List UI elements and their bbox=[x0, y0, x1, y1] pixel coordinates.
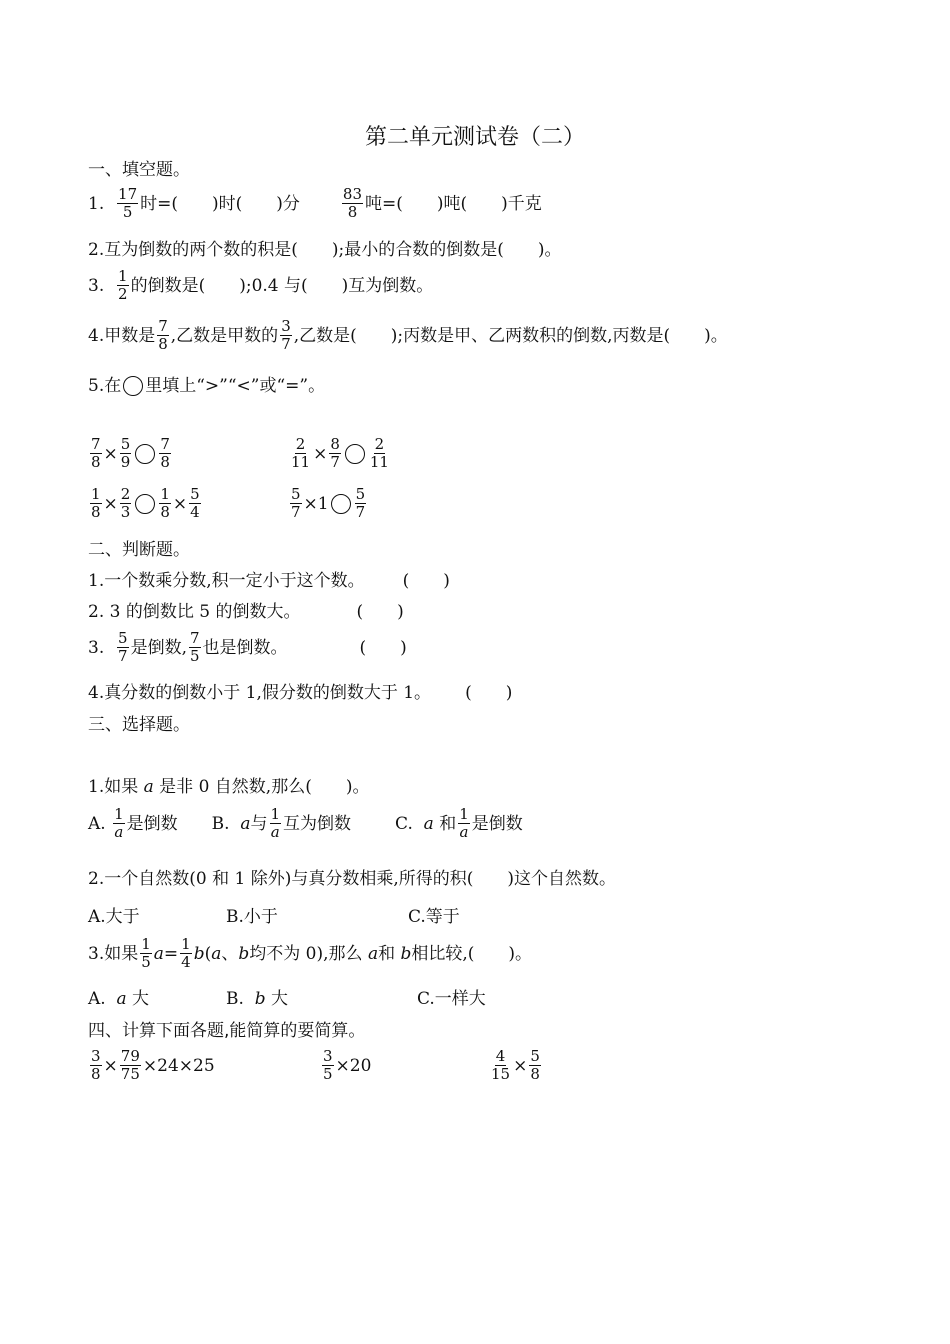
section-choice: 三、选择题。 bbox=[88, 715, 190, 735]
fraction: $\frac{8}{7}$ bbox=[330, 435, 340, 471]
q1-1-num: 1. bbox=[88, 193, 105, 214]
fraction: $\frac{17}{5}$ bbox=[118, 185, 138, 221]
compare-2a: $\frac{1}{8}$ × $\frac{2}{3}$ $\frac{1}{8}$ × $\frac{5}{4}$ bbox=[91, 485, 200, 521]
fraction: $\frac{5}{8}$ bbox=[530, 1047, 540, 1083]
section-fill-in: 一、填空题。 bbox=[88, 160, 190, 180]
fraction: $\frac{1}{a}$ bbox=[459, 805, 469, 841]
q1-4 bbox=[88, 318, 728, 353]
calc-2: $\frac{3}{5}$ ×20 bbox=[323, 1047, 372, 1083]
fraction: $\frac{83}{8}$ bbox=[342, 185, 363, 221]
option-a[interactable]: A. $\frac{1}{a}$ 是倒数 bbox=[88, 805, 178, 841]
fraction: $\frac{3}{7}$ bbox=[281, 317, 291, 353]
fraction: $\frac{1}{4}$ bbox=[181, 935, 191, 971]
judge-q4: 4.真分数的倒数小于 1,假分数的倒数大于 1。 ( ) bbox=[88, 683, 513, 703]
fraction: $\frac{1}{a}$ bbox=[270, 805, 281, 841]
judge-q2: 2. 3 的倒数比 5 的倒数大。 ( ) bbox=[88, 602, 404, 622]
fraction: $\frac{79}{75}$ bbox=[120, 1047, 140, 1083]
fraction: $\frac{3}{5}$ bbox=[323, 1047, 333, 1083]
fraction: $\frac{5}{7}$ bbox=[355, 485, 366, 521]
q1-3-text: 的倒数是( );0.4 与( )互为倒数。 bbox=[130, 275, 434, 296]
choice-q1: 1.如果 a 是非 0 自然数,那么( )。 bbox=[88, 777, 370, 797]
option-c[interactable]: C.一样大 bbox=[417, 989, 486, 1009]
circle-icon bbox=[123, 376, 143, 396]
q1-5-text-b: 里填上“>”“<”或“=”。 bbox=[145, 376, 326, 396]
choice-q3-options bbox=[88, 987, 486, 1011]
answer-paren: ( ) bbox=[356, 602, 404, 622]
compare-2b: $\frac{5}{7}$ × 1 $\frac{5}{7}$ bbox=[291, 485, 366, 521]
fraction: $\frac{7}{8}$ bbox=[91, 435, 101, 471]
q1-3 bbox=[88, 268, 433, 303]
fraction: $\frac{5}{9}$ bbox=[120, 435, 131, 471]
section-calc: 四、计算下面各题,能简算的要简算。 bbox=[88, 1021, 366, 1041]
q1-4-text-b: ,乙数是甲数的 bbox=[170, 325, 279, 346]
compare-circle[interactable] bbox=[135, 444, 155, 464]
q1-1-text-a: 时=( )时( )分 bbox=[140, 193, 300, 214]
section-judge: 二、判断题。 bbox=[88, 540, 190, 560]
option-c[interactable]: C.等于 bbox=[408, 907, 460, 927]
fraction: $\frac{5}{4}$ bbox=[190, 485, 200, 521]
answer-paren: ( ) bbox=[359, 637, 407, 658]
compare-1a: $\frac{7}{8}$ × $\frac{5}{9}$ $\frac{7}{8}$ bbox=[91, 435, 170, 471]
fraction: $\frac{1}{5}$ bbox=[141, 935, 151, 971]
compare-circle[interactable] bbox=[135, 494, 155, 514]
option-a[interactable]: A. a 大 bbox=[88, 989, 150, 1009]
option-a[interactable]: A.大于 bbox=[88, 907, 140, 927]
fraction: $\frac{1}{8}$ bbox=[160, 485, 170, 521]
fraction: $\frac{7}{8}$ bbox=[160, 435, 170, 471]
option-b[interactable]: B. b 大 bbox=[226, 989, 289, 1009]
q1-4-text-c: ,乙数是( );丙数是甲、乙两数积的倒数,丙数是( )。 bbox=[293, 325, 728, 346]
judge-q1: 1.一个数乘分数,积一定小于这个数。 ( ) bbox=[88, 571, 450, 591]
calc-3: $\frac{4}{15}$ × $\frac{5}{8}$ bbox=[491, 1047, 540, 1083]
q1-3-num: 3. bbox=[88, 275, 105, 296]
calc-1: $\frac{3}{8}$ × $\frac{79}{75}$ ×24×25 bbox=[91, 1047, 215, 1083]
fraction: $\frac{2}{11}$ bbox=[291, 435, 311, 471]
option-b[interactable]: B. a 与 $\frac{1}{a}$ 互为倒数 bbox=[211, 805, 352, 841]
q1-4-text-a: 4.甲数是 bbox=[88, 325, 156, 346]
choice-q1-options bbox=[88, 806, 523, 841]
fraction: $\frac{3}{8}$ bbox=[91, 1047, 101, 1083]
fraction: $\frac{1}{a}$ bbox=[114, 805, 124, 841]
answer-paren: ( ) bbox=[402, 571, 450, 591]
fraction: $\frac{5}{7}$ bbox=[291, 485, 301, 521]
choice-q2: 2.一个自然数(0 和 1 除外)与真分数相乘,所得的积( )这个自然数。 bbox=[88, 869, 616, 889]
fraction: $\frac{1}{8}$ bbox=[91, 485, 101, 521]
option-c[interactable]: C. a 和 $\frac{1}{a}$ 是倒数 bbox=[395, 805, 523, 841]
compare-1b: $\frac{2}{11}$ × $\frac{8}{7}$ $\frac{2}{11}$ bbox=[291, 435, 389, 471]
q1-5 bbox=[88, 374, 325, 398]
judge-q3: 3. $\frac{5}{7}$ 是倒数, $\frac{7}{5}$ 也是倒数。 ( ) bbox=[88, 629, 407, 665]
option-b[interactable]: B.小于 bbox=[226, 907, 278, 927]
q1-1-text-b: 吨=( )吨( )千克 bbox=[365, 193, 542, 214]
fraction: $\frac{1}{2}$ bbox=[118, 267, 128, 303]
q1-1 bbox=[88, 186, 542, 221]
answer-paren: ( ) bbox=[465, 683, 513, 703]
choice-q2-options bbox=[88, 905, 460, 929]
fraction: $\frac{4}{15}$ bbox=[491, 1047, 511, 1083]
fraction: $\frac{2}{3}$ bbox=[120, 485, 131, 521]
fraction: $\frac{7}{5}$ bbox=[190, 629, 200, 665]
compare-circle[interactable] bbox=[345, 444, 365, 464]
q1-5-text-a: 5.在 bbox=[88, 376, 122, 396]
fraction: $\frac{5}{7}$ bbox=[118, 629, 128, 665]
choice-q3: 3.如果 $\frac{1}{5}$ a = $\frac{1}{4}$ b ( a 、 b 均不为 0),那么 a 和 b 相比较,( )。 bbox=[88, 935, 533, 971]
q1-2: 2.互为倒数的两个数的积是( );最小的合数的倒数是( )。 bbox=[88, 240, 562, 260]
page-title: 第二单元测试卷（二） bbox=[364, 125, 585, 150]
fraction: $\frac{2}{11}$ bbox=[369, 435, 389, 471]
fraction: $\frac{7}{8}$ bbox=[158, 317, 168, 353]
compare-circle[interactable] bbox=[331, 494, 351, 514]
